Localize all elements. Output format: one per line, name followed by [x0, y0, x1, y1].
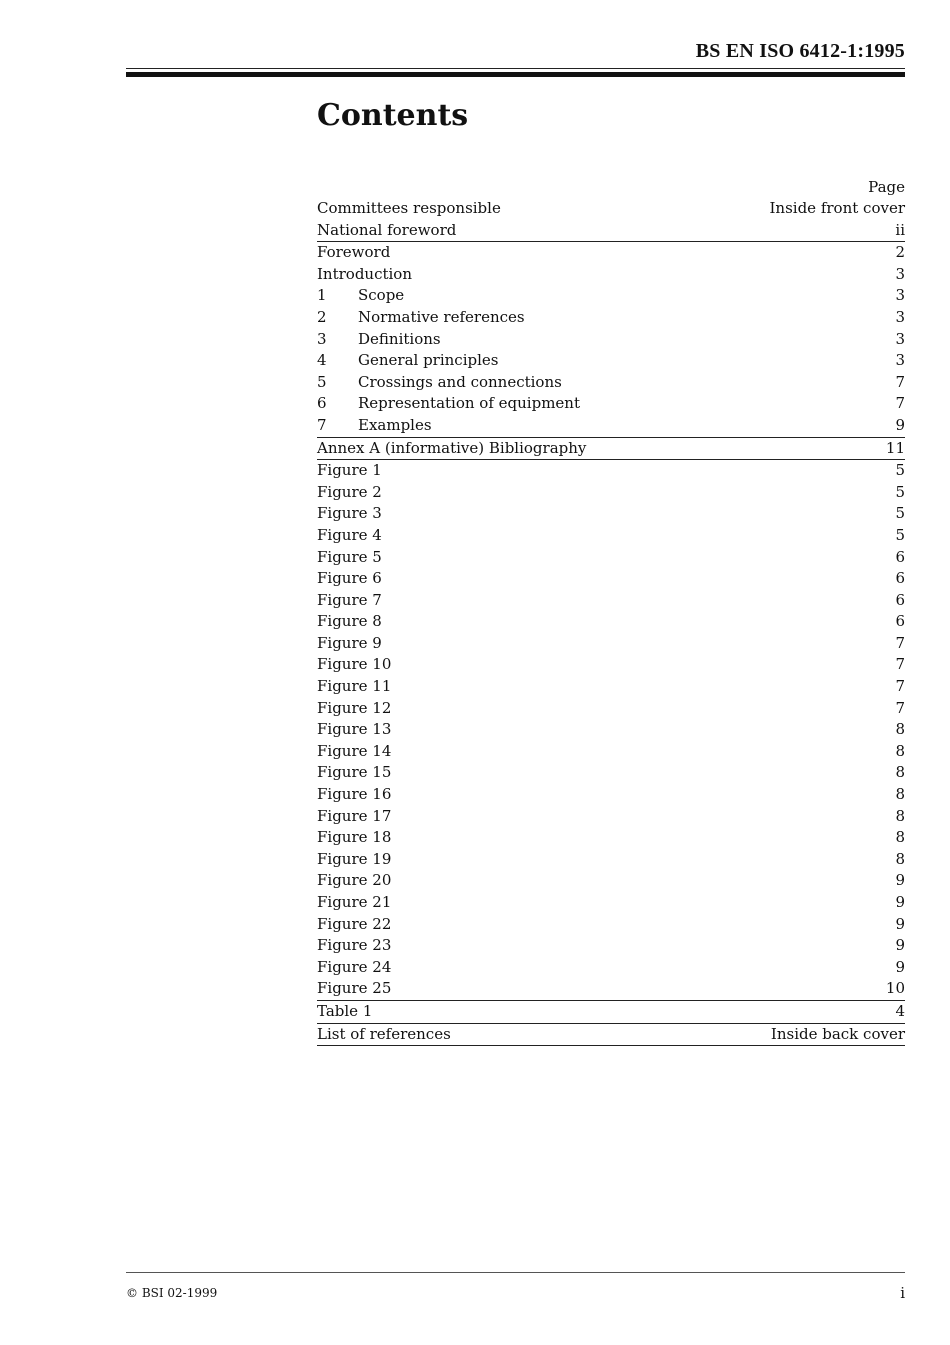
toc-group	[317, 460, 905, 1001]
toc-entry[interactable]	[317, 762, 905, 784]
toc-entry-page: 3	[895, 264, 905, 283]
toc-entry[interactable]	[317, 220, 905, 242]
toc-entry[interactable]	[317, 849, 905, 871]
toc-entry-page: 7	[895, 698, 905, 717]
toc-entry-page: 3	[895, 329, 905, 348]
toc-entry-label: Introduction	[317, 264, 412, 283]
toc-entry[interactable]	[317, 957, 905, 979]
toc-entry-page: 7	[895, 394, 905, 413]
toc-entry-label: Normative references	[358, 307, 525, 326]
toc-entry[interactable]	[317, 914, 905, 936]
toc-entry-label: Figure 25	[317, 979, 392, 998]
toc-entry[interactable]	[317, 329, 905, 351]
toc-entry-page: 8	[895, 828, 905, 847]
toc-entry-page: 8	[895, 720, 905, 739]
toc-entry-page: 8	[895, 763, 905, 782]
toc-entry-page: 8	[895, 806, 905, 825]
toc-entry-label: National foreword	[317, 220, 457, 239]
toc-entry-page: 7	[895, 655, 905, 674]
toc-entry-label: Representation of equipment	[358, 394, 580, 413]
toc-entry-label: Scope	[358, 286, 405, 305]
toc-entry[interactable]	[317, 741, 905, 763]
toc-entry-page: 3	[895, 307, 905, 326]
toc-entry[interactable]	[317, 827, 905, 849]
toc-entry-label: Figure 17	[317, 806, 392, 825]
toc-entry-label: Figure 21	[317, 893, 392, 911]
toc-group	[317, 242, 905, 437]
toc-group	[317, 1024, 905, 1047]
toc-entry[interactable]	[317, 307, 905, 329]
toc-entry[interactable]	[317, 633, 905, 655]
toc-entry-page: 6	[895, 612, 905, 631]
toc-entry[interactable]	[317, 285, 905, 307]
toc-entry-page: 2	[895, 243, 905, 262]
toc-entry-label: Figure 16	[317, 785, 392, 804]
toc-entry-label: Figure 15	[317, 763, 392, 782]
toc-group	[317, 1001, 905, 1024]
toc-entry[interactable]	[317, 611, 905, 633]
toc-entry-label: Figure 23	[317, 936, 392, 955]
toc-entry-page: 9	[895, 871, 905, 890]
toc-entry-page: 9	[895, 914, 905, 933]
toc-entry-label: List of references	[317, 1024, 451, 1043]
toc-entry-label: Figure 12	[317, 698, 392, 717]
toc-entry-page: 6	[895, 569, 905, 588]
table-of-contents	[317, 198, 905, 1046]
toc-entry-label: Figure 3	[317, 504, 382, 523]
toc-entry[interactable]	[317, 350, 905, 372]
toc-entry-label: Examples	[358, 415, 432, 434]
toc-entry-number: 4	[317, 351, 327, 370]
toc-entry-number: 2	[317, 307, 327, 326]
toc-entry[interactable]	[317, 892, 905, 914]
toc-entry[interactable]	[317, 372, 905, 394]
toc-entry-label: Committees responsible	[317, 199, 501, 217]
toc-entry-label: General principles	[358, 351, 499, 370]
toc-entry-page: Inside front cover	[769, 199, 905, 217]
toc-entry-label: Figure 22	[317, 914, 392, 933]
toc-entry-label: Figure 5	[317, 547, 382, 566]
toc-entry-label: Definitions	[358, 329, 441, 348]
toc-entry-label: Figure 20	[317, 871, 392, 890]
toc-entry[interactable]	[317, 525, 905, 547]
toc-group	[317, 438, 905, 461]
toc-entry[interactable]	[317, 806, 905, 828]
toc-entry[interactable]	[317, 784, 905, 806]
toc-group	[317, 198, 905, 242]
toc-entry-page: 11	[885, 438, 905, 457]
toc-entry-page: 3	[895, 286, 905, 305]
toc-entry-number: 1	[317, 286, 327, 305]
toc-entry-label: Figure 8	[317, 612, 382, 631]
toc-entry[interactable]	[317, 503, 905, 525]
toc-entry-page: 6	[895, 547, 905, 566]
toc-entry-label: Figure 24	[317, 957, 392, 976]
toc-entry[interactable]	[317, 590, 905, 612]
toc-entry-page: 8	[895, 849, 905, 868]
toc-entry[interactable]	[317, 242, 905, 264]
toc-entry[interactable]	[317, 198, 905, 220]
toc-entry[interactable]	[317, 1001, 905, 1023]
toc-entry-number: 5	[317, 372, 327, 391]
toc-entry[interactable]	[317, 698, 905, 720]
toc-entry[interactable]	[317, 568, 905, 590]
toc-entry-label: Foreword	[317, 243, 391, 262]
toc-entry[interactable]	[317, 978, 905, 1000]
toc-entry-page: 3	[895, 351, 905, 370]
toc-entry-label: Figure 1	[317, 461, 382, 480]
toc-entry-number: 6	[317, 394, 327, 413]
document-id: BS EN ISO 6412-1:1995	[695, 40, 905, 62]
toc-entry-label: Figure 14	[317, 741, 392, 760]
footer-rule	[126, 1272, 905, 1273]
toc-entry-page: 9	[895, 936, 905, 955]
toc-entry-page: 9	[895, 957, 905, 976]
toc-entry[interactable]	[317, 547, 905, 569]
toc-entry-label: Figure 11	[317, 677, 392, 696]
header-rule-thin	[126, 68, 905, 69]
toc-entry-number: 3	[317, 329, 327, 348]
toc-entry-page: 5	[895, 504, 905, 523]
toc-entry[interactable]	[317, 482, 905, 504]
toc-entry[interactable]	[317, 935, 905, 957]
toc-entry[interactable]	[317, 870, 905, 892]
toc-entry-page: 9	[895, 893, 905, 911]
toc-entry-label: Figure 2	[317, 482, 382, 501]
toc-entry[interactable]	[317, 460, 905, 482]
toc-entry-label: Figure 7	[317, 590, 382, 609]
page-title: Contents	[317, 98, 469, 133]
toc-entry-page: 9	[895, 415, 905, 434]
page-column-label: Page	[868, 178, 905, 196]
toc-entry-page: 10	[885, 979, 905, 998]
toc-entry[interactable]	[317, 438, 905, 460]
toc-entry-label: Figure 13	[317, 720, 392, 739]
toc-entry-label: Table 1	[317, 1001, 373, 1020]
toc-entry[interactable]	[317, 415, 905, 437]
toc-entry[interactable]	[317, 393, 905, 415]
toc-entry-page: 5	[895, 482, 905, 501]
header-rule-thick	[126, 72, 905, 77]
toc-entry-page: 7	[895, 633, 905, 652]
toc-entry[interactable]	[317, 264, 905, 286]
toc-entry-page: 8	[895, 741, 905, 760]
toc-entry[interactable]	[317, 1024, 905, 1046]
toc-entry-page: 6	[895, 590, 905, 609]
toc-entry-label: Figure 4	[317, 525, 382, 544]
toc-entry-page: Inside back cover	[770, 1024, 905, 1043]
toc-entry-page: 5	[895, 461, 905, 480]
toc-entry-page: 7	[895, 372, 905, 391]
toc-entry-page: 5	[895, 525, 905, 544]
toc-entry[interactable]	[317, 654, 905, 676]
toc-entry-label: Crossings and connections	[358, 372, 562, 391]
copyright-notice: © BSI 02-1999	[126, 1286, 218, 1300]
toc-entry-page: 4	[895, 1001, 905, 1020]
toc-entry-label: Figure 9	[317, 633, 382, 652]
toc-entry-label: Figure 19	[317, 849, 392, 868]
toc-entry-label: Figure 6	[317, 569, 382, 588]
page-number: i	[900, 1284, 905, 1302]
toc-entry[interactable]	[317, 676, 905, 698]
toc-entry-page: 7	[895, 677, 905, 696]
toc-entry-number: 7	[317, 415, 327, 434]
toc-entry-label: Figure 18	[317, 828, 392, 847]
toc-entry-label: Annex A (informative) Bibliography	[317, 438, 587, 457]
toc-entry-label: Figure 10	[317, 655, 392, 674]
toc-entry-page: 8	[895, 785, 905, 804]
toc-entry[interactable]	[317, 719, 905, 741]
toc-entry-page: ii	[895, 220, 905, 239]
